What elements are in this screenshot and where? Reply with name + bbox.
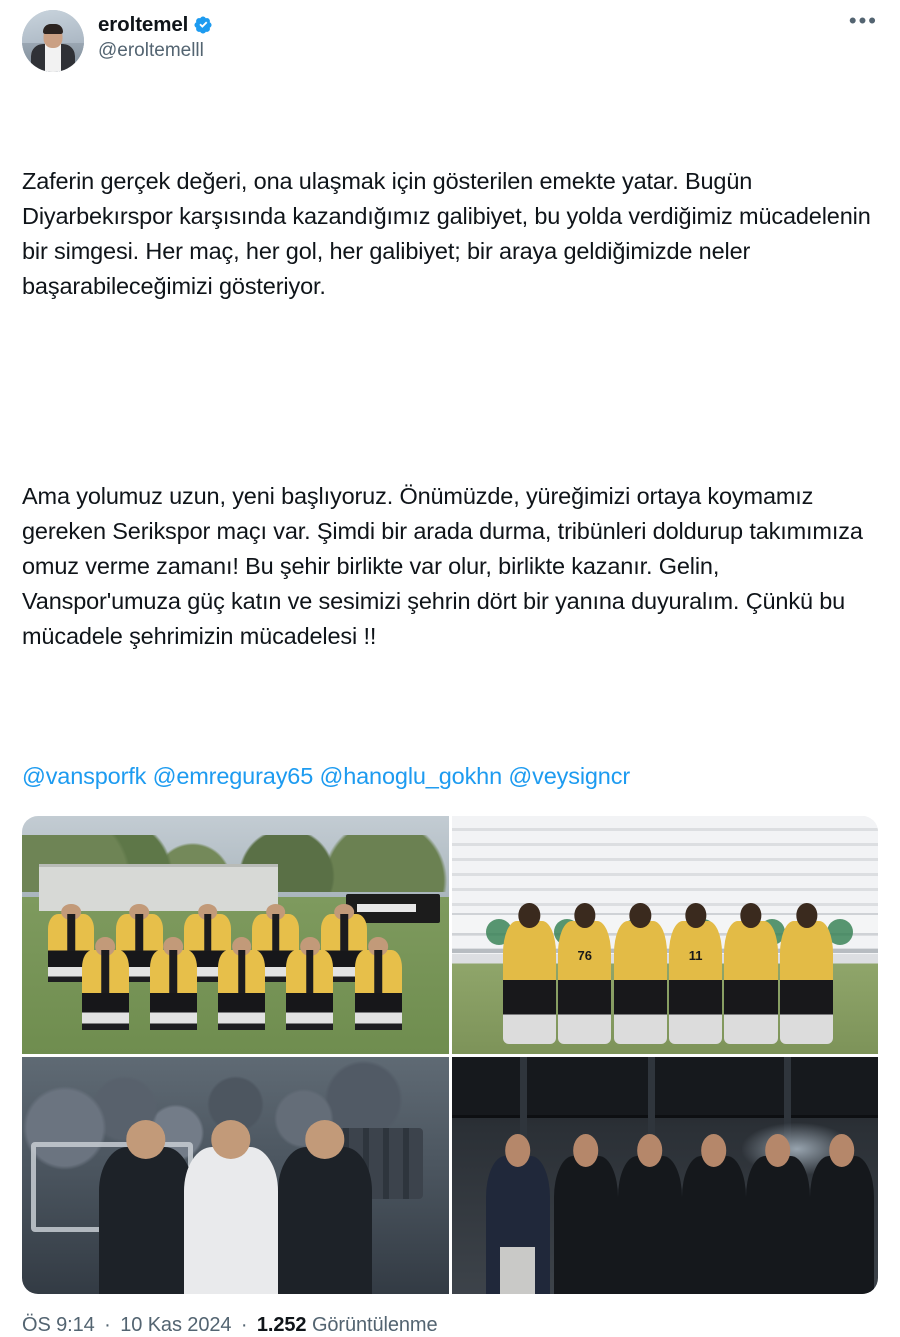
fan-figure [99, 1147, 193, 1294]
official-figure [554, 1156, 618, 1294]
tweet-mentions[interactable]: @vansporfk @emreguray65 @hanoglu_gokhn @veysigncr [22, 763, 630, 789]
author-handle[interactable]: @eroltemelll [98, 40, 204, 61]
author-names [98, 10, 213, 62]
media-grid [22, 816, 878, 1294]
tweet-footer [22, 1314, 878, 1337]
display-name-row [98, 13, 213, 37]
roof-beam [648, 1057, 655, 1147]
tweet-paragraph-2: Ama yolumuz uzun, yeni başlıyoruz. Önümüzde, yüreğimizi ortaya koymamız gereken Serikspor maçı var. Şimdi bir arada durma, tribünleri doldurup takımımıza omuz verme zamanı! Bu şehir birlikte var olur, birlikte kazanır. Gelin, Vanspor'umuza güç katın ve sesimizi şehrin dört bir yanına duyuralım. Çünkü bu mücadele şehrimizin mücadelesi !! [22, 483, 870, 649]
roof-beam [520, 1057, 527, 1147]
photo-officials[interactable] [452, 1057, 879, 1295]
stand-roof [452, 1057, 879, 1119]
footer-separator: · [240, 1314, 248, 1336]
post-date: 10 Kas 2024 [120, 1314, 232, 1336]
footer-separator: · [104, 1314, 111, 1336]
player-number: 76 [577, 947, 593, 963]
verified-icon [193, 15, 213, 35]
photo-fans-stand[interactable] [22, 1057, 449, 1295]
tweet-paragraph-1: Zaferin gerçek değeri, ona ulaşmak için gösterilen emekte yatar. Bugün Diyarbekırspor karşısında kazandığımız galibiyet, bu yolda verdiğimiz mücadelenin bir simgesi. Her maç, her gol, her galibiyet; bir araya geldiğimizde neler başarabileceğimizi gösteriyor. [22, 168, 878, 299]
huddle-player [503, 921, 556, 1045]
more-options-icon[interactable]: ••• [848, 8, 878, 33]
tweet-header [22, 8, 878, 72]
huddle-player [614, 921, 667, 1045]
avatar-jacket [31, 44, 75, 72]
tweet-body [22, 94, 878, 724]
official-figure [810, 1156, 874, 1294]
views-count: 1.252 [256, 1314, 307, 1336]
player-number: 11 [688, 947, 703, 963]
photo-team-huddle[interactable] [452, 816, 879, 1054]
fan-figure [278, 1147, 372, 1294]
huddle-player [558, 921, 611, 1045]
huddle-player [724, 921, 777, 1045]
front-row-players [22, 935, 449, 1030]
post-time: ÖS 9:14 [22, 1314, 95, 1336]
huddle-player [780, 921, 833, 1045]
views-label: Görüntülenme [311, 1314, 438, 1336]
official-figure [682, 1156, 746, 1294]
huddle-player [669, 921, 722, 1045]
paragraph-gap [22, 374, 878, 409]
official-figure [618, 1156, 682, 1294]
official-figure [486, 1156, 550, 1294]
display-name[interactable]: eroltemel [98, 13, 189, 36]
avatar[interactable] [22, 10, 84, 72]
photo-team-lineup[interactable] [22, 816, 449, 1054]
fan-figure [184, 1147, 278, 1294]
official-figure [746, 1156, 810, 1294]
avatar-hair [43, 24, 63, 34]
